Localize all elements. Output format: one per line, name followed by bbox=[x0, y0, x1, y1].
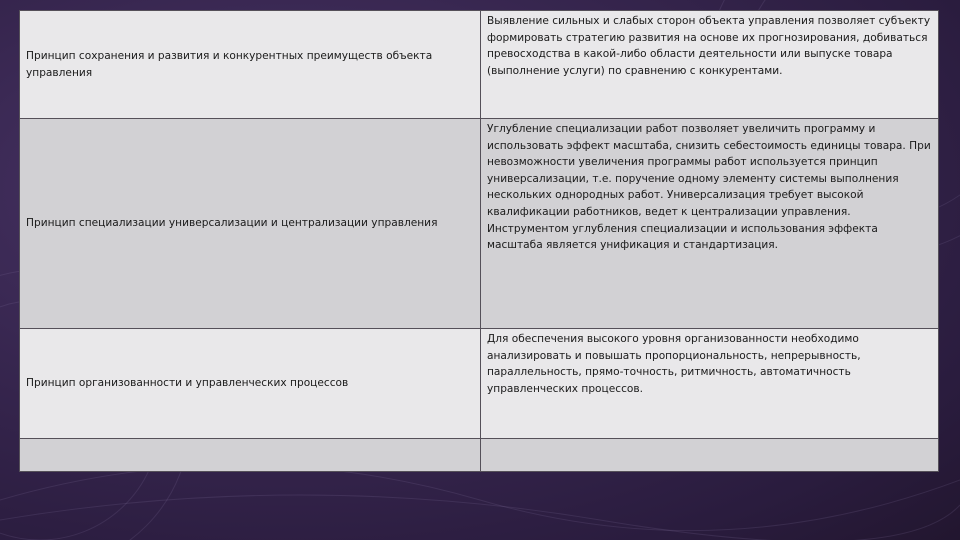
table-row bbox=[20, 439, 939, 472]
description-cell: Углубление специализации работ позволяет увеличить программу и использовать эффект масштаба, снизить себестоимость единицы товара. При невозможности увеличения программы работ используется принцип универсализации, т.е. поручение одному элементу системы выполнения нескольких однородных работ. Универсализация требует высокой квалификации работников, ведет к централизации управления. Инструментом углубления специализации и использования эффекта масштаба является унификация и стандартизация. bbox=[481, 119, 939, 329]
principle-cell: Принцип сохранения и развития и конкурентных преимуществ объекта управления bbox=[20, 11, 481, 119]
principle-cell bbox=[20, 439, 481, 472]
principle-cell: Принцип специализации универсализации и централизации управления bbox=[20, 119, 481, 329]
principles-table bbox=[19, 10, 939, 472]
principle-cell: Принцип организованности и управленческих процессов bbox=[20, 329, 481, 439]
table-row bbox=[20, 11, 939, 119]
table-row bbox=[20, 119, 939, 329]
description-cell bbox=[481, 439, 939, 472]
table-row bbox=[20, 329, 939, 439]
description-cell: Выявление сильных и слабых сторон объекта управления позволяет субъекту формировать стратегию развития на основе их прогнозирования, добиваться превосходства в какой-либо области деятельности или выпуске товара (выполнение услуги) по сравнению с конкурентами. bbox=[481, 11, 939, 119]
description-cell: Для обеспечения высокого уровня организованности необходимо анализировать и повышать пропорциональность, непрерывность, параллельность, прямо-точность, ритмичность, автоматичность управленческих процессов. bbox=[481, 329, 939, 439]
